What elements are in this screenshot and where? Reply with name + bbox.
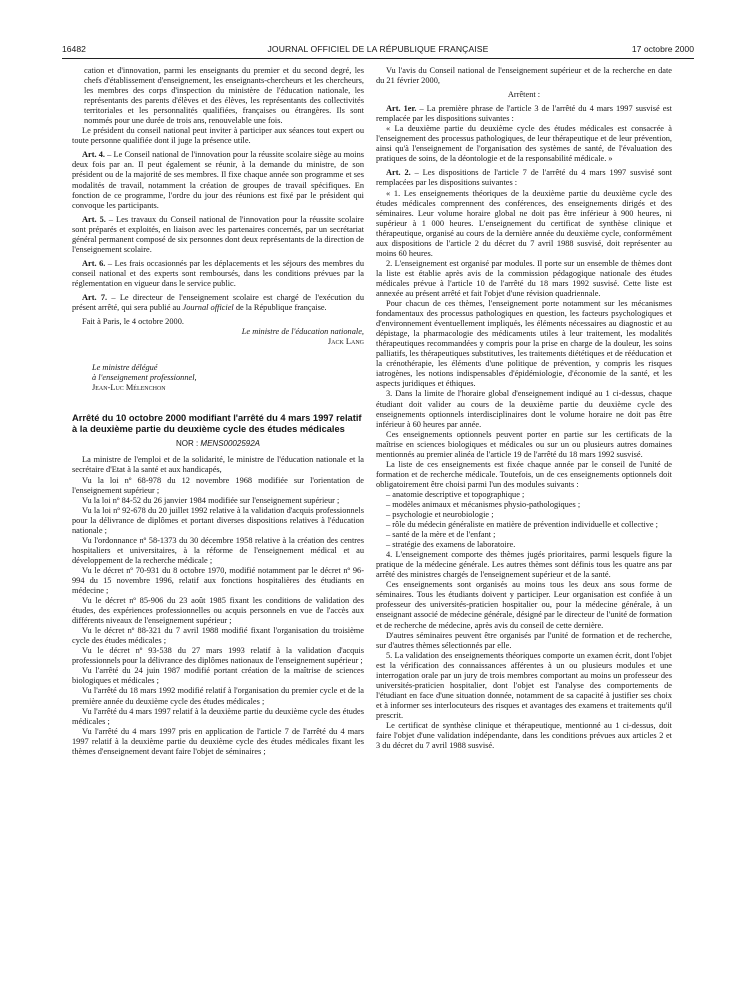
decree-title: Arrêté du 10 octobre 2000 modifiant l'arrêté du 4 mars 1997 relatif à la deuxième partie du deuxième cycle des études médicales (72, 413, 362, 435)
paragraph: La liste de ces enseignements est fixée chaque année par le conseil de l'unité de formation et de recherche médicale. Toutefois, un de ces enseignements optionnels doit obligatoirement être choisi parmi l'un des modules suivants : (376, 459, 672, 489)
visa: Vu l'arrêté du 24 juin 1987 modifié portant création de la maîtrise de sciences biologiques et médicales ; (72, 666, 364, 686)
minister-signature (72, 337, 364, 347)
quoted-text: « La deuxième partie du deuxième cycle des études médicales est consacrée à l'enseignement des processus pathologiques, de leur thérapeutique et de leur prévention, ainsi qu'à l'enseignement de l'organisation des systèmes de santé, de l'évaluation des pratiques de soins, de la déontologie et de la responsabilité médicale. » (376, 124, 672, 164)
preamble: La ministre de l'emploi et de la solidarité, le ministre de l'éducation nationale et la secrétaire d'Etat à la santé et aux handicapés, (72, 455, 364, 475)
module-list (376, 490, 672, 550)
visa: Vu le décret nº 85-906 du 23 août 1985 fixant les conditions de validation des études, des expériences professionnelles ou acquis personnels en vue de l'accès aux différents niveaux de l'enseignement supérieur ; (72, 596, 364, 626)
paragraph: 2. L'enseignement est organisé par modules. Il porte sur un ensemble de thèmes dont la liste est établie après avis de la commission pédagogique nationale des études médicales prévue à l'article 10 de l'arrêté du 18 mars 1992 susvisé. Cette liste est annexée au présent arrêté et fait l'objet d'une révision quadriennale. (376, 258, 672, 298)
paragraph: 4. L'enseignement comporte des thèmes jugés prioritaires, parmi lesquels figure la pratique de la médecine générale. Les autres thèmes sont définis tous les quatre ans par arrêté des ministres chargés de l'enseignement supérieur et de la santé. (376, 550, 672, 580)
paragraph: Le certificat de synthèse clinique et thérapeutique, mentionné au 1 ci-dessus, doit faire l'objet d'une validation indépendante, dans les conditions prévues aux articles 2 et 3 du décret du 7 avril 1988 susvisé. (376, 721, 672, 751)
left-column (72, 66, 364, 757)
article-5 (72, 215, 364, 255)
paragraph: Le président du conseil national peut inviter à participer aux séances tout expert ou toute personne qualifiée dont il juge la présence utile. (72, 126, 364, 146)
list-item: – psychologie et neurobiologie ; (386, 510, 672, 520)
list-item: – rôle du médecin généraliste en matière de prévention individuelle et collective ; (386, 520, 672, 530)
article-text: – Les travaux du Conseil national de l'innovation pour la réussite scolaire sont préparés et exploités, en liaison avec les partenaires concernés, par un secrétariat général permanent composé de six personnes dont deux représentants de la direction de l'enseignement scolaire. (72, 214, 364, 254)
article-label: Art. 6. (82, 258, 106, 268)
visa: Vu l'arrêté du 4 mars 1997 pris en application de l'article 7 de l'arrêté du 4 mars 1997 relatif à la deuxième partie du deuxième cycle des études médicales fixant les thèmes d'enseignement devant faire l'objet de séminaires ; (72, 726, 364, 756)
article-label: Art. 1er. (386, 104, 417, 114)
article-text: – Le directeur de l'enseignement scolaire est chargé de l'exécution du présent arrêté, qui sera publié au (72, 292, 365, 313)
paragraph: Pour chacun de ces thèmes, l'enseignement porte notamment sur les mécanismes fondamentaux des processus pathologiques en question, les facteurs psychologiques et d'environnement éventuellement impliqués, les éléments nécessaires au diagnostic et au dépistage, la pharmacologie des médicaments utiles à leur traitement, les modalités thérapeutiques recommandées y compris pour la prise en charge de la douleur, les soins palliatifs, les thérapeutiques substitutives, les traitements diététiques et de rééducation et la crénothérapie, les éléments d'une politique de prévention, y compris les risques iatrogènes, les notions indispensables d'épidémiologie, d'économie de la santé, et les aspects juridiques et éthiques. (376, 299, 672, 389)
visa: Vu le décret nº 70-931 du 8 octobre 1970, modifié notamment par le décret nº 96-994 du 15 novembre 1996, relatif aux fonctions hospitalières des étudiants en médecine ; (72, 565, 364, 596)
article-label: Art. 5. (82, 214, 106, 224)
delegate-signature (72, 383, 364, 393)
article-6 (72, 259, 364, 289)
article-1 (376, 104, 672, 124)
delegate-name: Jean-Luc Mélenchon (92, 383, 166, 393)
article-text: – Le Conseil national de l'innovation pour la réussite scolaire siège au moins deux fois par an. Il peut également se réunir, à la demande du ministre, de son président ou de la majorité de ses membres. Il fixe chaque année son programme et ses modalités de travail, notamment la création de groupes de travail spécifiques. En fonction de ce programme, l'ordre du jour des réunions est fixé par le président qui convoque les participants. (72, 150, 365, 210)
paragraph: cation et d'innovation, parmi les enseignants du premier et du second degré, les chefs d'établissement d'enseignement, les enseignants-chercheurs et les chercheurs, les membres des corps d'inspection du ministère de l'éducation nationale, les représentants des parents d'élèves et des élèves, les représentants des collectivités territoriales et les personnalités qualifiées, françaises ou étrangères. Ils sont nommés pour une durée de trois ans, renouvelable une fois. (84, 66, 364, 126)
list-item: – santé de la mère et de l'enfant ; (386, 530, 672, 540)
page-header (62, 44, 694, 58)
article-label: Art. 7. (82, 292, 108, 302)
list-item: – modèles animaux et mécanismes physio-pathologiques ; (386, 500, 672, 510)
article-2 (376, 168, 672, 188)
paragraph: 5. La validation des enseignements théoriques comporte un examen écrit, dont l'objet est la vérification des connaissances afférentes à un ou plusieurs modules et une interrogation orale par un jury de trois membres comportant au moins un professeur des universités-praticien hospitalier, dont l'objet est l'analyse des comportements de l'étudiant en face d'une situation donnée, notamment de sa capacité à justifier ses choix et à informer ses interlocuteurs des risques et avantages des examens et traitements qu'il prescrit. (376, 650, 672, 720)
journal-title: JOURNAL OFFICIEL DE LA RÉPUBLIQUE FRANÇAISE (267, 44, 489, 54)
visa: Vu le décret nº 93-538 du 27 mars 1993 relatif à la validation d'acquis professionnels pour la délivrance des diplômes nationaux de l'enseignement supérieur ; (72, 646, 364, 666)
issue-date: 17 octobre 2000 (631, 44, 694, 54)
article-7 (72, 293, 364, 313)
continued-list-item (72, 66, 364, 126)
article-text: – La première phrase de l'article 3 de l'arrêté du 4 mars 1997 susvisé est remplacée par les dispositions suivantes : (376, 104, 672, 124)
visa: Vu l'arrêté du 18 mars 1992 modifié relatif à l'organisation du premier cycle et de la première année du deuxième cycle des études médicales ; (72, 686, 364, 706)
signature-place-date: Fait à Paris, le 4 octobre 2000. (82, 317, 184, 327)
arretent: Arrêtent : (507, 90, 541, 100)
list-item: – anatomie descriptive et topographique ; (386, 490, 672, 500)
right-column (376, 66, 672, 751)
visa: Vu la loi nº 68-978 du 12 novembre 1968 modifiée sur l'orientation de l'enseignement supérieur ; (72, 475, 364, 495)
visa: Vu l'avis du Conseil national de l'enseignement supérieur et de la recherche en date du 21 février 2000, (376, 66, 672, 86)
paragraph: Ces enseignements optionnels peuvent porter en partie sur les certificats de la maîtrise en sciences biologiques et médicales ou sur un ou plusieurs autres domaines mentionnés au premier alinéa de l'article 19 de l'arrêté du 18 mars 1992 susvisé. (376, 429, 672, 459)
header-rule (62, 58, 694, 59)
nor-code: MENS0002592A (200, 439, 261, 449)
paragraph: « 1. Les enseignements théoriques de la deuxième partie du deuxième cycle des études médicales comprennent des conférences, des enseignements dirigés et des séminaires. Leur volume horaire global ne doit pas être inférieur à 900 heures, ni supérieur à 1 000 heures. L'enseignement du certificat de synthèse clinique et thérapeutique, organisé au cours de la dernière année du deuxième cycle, conformément aux dispositions de l'article 2 du décret du 7 avril 1988 susvisé, doit représenter au moins 60 heures. (376, 188, 672, 258)
minister-title: Le ministre de l'éducation nationale, (241, 327, 364, 337)
article-text: – Les frais occasionnés par les déplacements et les séjours des membres du conseil national et des experts sont remboursés, dans les conditions prévues par la réglementation en vigueur dans le service public. (72, 258, 364, 288)
visa: Vu le décret nº 88-321 du 7 avril 1988 modifié fixant l'organisation du troisième cycle des études médicales ; (72, 626, 364, 646)
delegate-title-1: Le ministre délégué (92, 363, 158, 373)
nor-label: NOR : (175, 439, 201, 449)
paragraph: Ces enseignements sont organisés au moins tous les deux ans sous forme de séminaires. Tous les étudiants doivent y participer. Leur organisation est confiée à un professeur des universités-praticien hospitalier ou, pour la médecine générale, à un enseignant associé de médecine générale, désigné par le directeur de l'unité de formation et de recherche de médecine, après avis du conseil de cette dernière. (376, 580, 672, 630)
journal-name: Journal officiel (182, 303, 234, 313)
list-item: – stratégie des examens de laboratoire. (386, 540, 672, 550)
minister-name: Jack Lang (327, 337, 364, 347)
delegate-title-2: à l'enseignement professionnel, (92, 373, 197, 383)
visa: Vu la loi nº 84-52 du 26 janvier 1984 modifiée sur l'enseignement supérieur ; (82, 495, 340, 505)
visa: Vu la loi nº 92-678 du 20 juillet 1992 relative à la validation d'acquis professionnels pour la délivrance de diplômes et portant diverses dispositions relatives à l'éducation nationale ; (72, 505, 364, 535)
paragraph: 3. Dans la limite de l'horaire global d'enseignement indiqué au 1 ci-dessus, chaque étudiant doit valider au cours de la deuxième partie du deuxième cycle des enseignements optionnels interdisciplinaires dont le volume horaire ne doit pas être inférieur à 60 heures par année. (376, 389, 672, 429)
page-number: 16482 (62, 44, 86, 54)
article-text: de la République française. (233, 303, 327, 313)
article-text: – Les dispositions de l'article 7 de l'arrêté du 4 mars 1997 susvisé sont remplacées par les dispositions suivantes : (376, 168, 672, 188)
nor-reference (72, 439, 364, 449)
article-label: Art. 4. (82, 150, 106, 160)
visa: Vu l'ordonnance nº 58-1373 du 30 décembre 1958 relative à la création des centres hospitaliers et universitaires, à la réforme de l'enseignement médical et au développement de la recherche médicale ; (72, 535, 364, 565)
article-4 (72, 150, 364, 210)
paragraph: D'autres séminaires peuvent être organisés par l'unité de formation et de recherche, sur d'autres thèmes sélectionnés par elle. (376, 630, 672, 650)
visa: Vu l'arrêté du 4 mars 1997 relatif à la deuxième partie du deuxième cycle des études médicales ; (72, 706, 364, 726)
article-label: Art. 2. (386, 168, 411, 178)
